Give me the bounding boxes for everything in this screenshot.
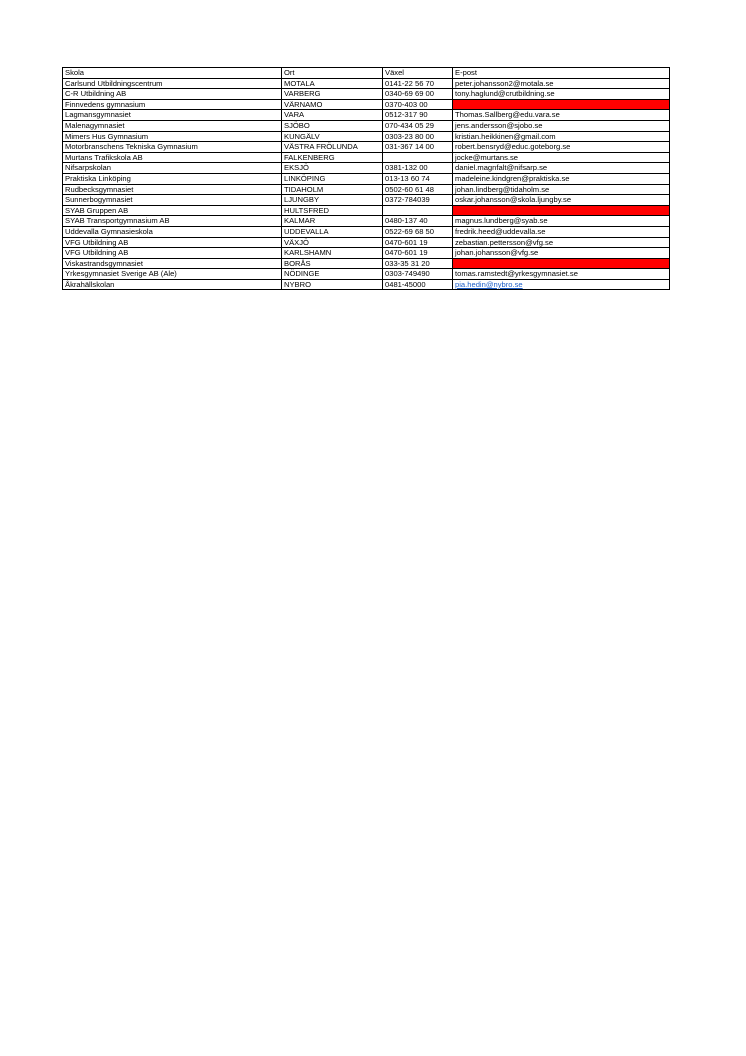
cell-epost-missing [453,99,670,110]
cell-epost: robert.bensryd@educ.goteborg.se [453,142,670,153]
cell-ort: LJUNGBY [282,195,383,206]
header-ort: Ort [282,68,383,79]
cell-epost: fredrik.heed@uddevalla.se [453,226,670,237]
cell-epost: daniel.magnfalt@nifsarp.se [453,163,670,174]
cell-vaxel: 0481-45000 [383,279,453,290]
cell-ort: VÄRNAMO [282,99,383,110]
cell-epost: magnus.lundberg@syab.se [453,216,670,227]
cell-ort: TIDAHOLM [282,184,383,195]
cell-epost: oskar.johansson@skola.ljungby.se [453,195,670,206]
cell-skola: Finnvedens gymnasium [63,99,282,110]
table-row [63,142,670,153]
table-row [63,131,670,142]
cell-vaxel: 0480-137 40 [383,216,453,227]
cell-skola: Viskastrandsgymnasiet [63,258,282,269]
table-row [63,279,670,290]
cell-vaxel: 031-367 14 00 [383,142,453,153]
cell-vaxel: 0141-22 56 70 [383,78,453,89]
cell-vaxel: 0370-403 00 [383,99,453,110]
cell-ort: VÄXJÖ [282,237,383,248]
cell-skola: Nifsarpskolan [63,163,282,174]
table-row [63,248,670,259]
cell-epost: Thomas.Sallberg@edu.vara.se [453,110,670,121]
cell-vaxel [383,205,453,216]
cell-skola: VFG Utbildning AB [63,237,282,248]
cell-ort: VARA [282,110,383,121]
cell-ort: EKSJÖ [282,163,383,174]
cell-ort: NÖDINGE [282,269,383,280]
table-row [63,184,670,195]
table-row [63,216,670,227]
cell-skola: Praktiska Linköping [63,173,282,184]
cell-vaxel: 0340-69 69 00 [383,89,453,100]
cell-skola: Lagmansgymnasiet [63,110,282,121]
cell-epost-missing [453,258,670,269]
cell-ort: HULTSFRED [282,205,383,216]
cell-epost: tony.haglund@crutbildning.se [453,89,670,100]
cell-epost: johan.johansson@vfg.se [453,248,670,259]
cell-skola: SYAB Transportgymnasium AB [63,216,282,227]
cell-epost: johan.lindberg@tidaholm.se [453,184,670,195]
table-row [63,205,670,216]
header-row [63,68,670,79]
header-vaxel: Växel [383,68,453,79]
cell-ort: LINKÖPING [282,173,383,184]
cell-epost-link[interactable]: pia.hedin@nybro.se [453,279,670,290]
table-row [63,163,670,174]
cell-skola: Carlsund Utbildningscentrum [63,78,282,89]
cell-skola: VFG Utbildning AB [63,248,282,259]
table-row [63,226,670,237]
cell-skola: C-R Utbildning AB [63,89,282,100]
table-row [63,237,670,248]
header-skola: Skola [63,68,282,79]
cell-vaxel: 0303-23 80 00 [383,131,453,142]
cell-vaxel: 0470-601 19 [383,237,453,248]
header-epost: E-post [453,68,670,79]
table-row [63,99,670,110]
table-row [63,120,670,131]
cell-ort: BORÅS [282,258,383,269]
cell-skola: Åkrahällskolan [63,279,282,290]
table-row [63,78,670,89]
cell-vaxel: 0512-317 90 [383,110,453,121]
cell-epost: tomas.ramstedt@yrkesgymnasiet.se [453,269,670,280]
cell-epost: jocke@murtans.se [453,152,670,163]
cell-skola: Sunnerbogymnasiet [63,195,282,206]
cell-skola: SYAB Gruppen AB [63,205,282,216]
table-row [63,152,670,163]
table-row [63,195,670,206]
table-row [63,173,670,184]
cell-ort: KARLSHAMN [282,248,383,259]
cell-ort: MOTALA [282,78,383,89]
cell-epost-missing [453,205,670,216]
table-row [63,110,670,121]
cell-skola: Uddevalla Gymnasieskola [63,226,282,237]
table-row [63,89,670,100]
cell-ort: UDDEVALLA [282,226,383,237]
cell-ort: VÄSTRA FRÖLUNDA [282,142,383,153]
cell-vaxel: 070-434 05 29 [383,120,453,131]
cell-vaxel: 013-13 60 74 [383,173,453,184]
cell-ort: SJÖBO [282,120,383,131]
table-row [63,258,670,269]
cell-skola: Yrkesgymnasiet Sverige AB (Ale) [63,269,282,280]
cell-vaxel: 0381-132 00 [383,163,453,174]
cell-skola: Mimers Hus Gymnasium [63,131,282,142]
cell-epost: jens.andersson@sjobo.se [453,120,670,131]
cell-skola: Rudbecksgymnasiet [63,184,282,195]
cell-vaxel: 0303-749490 [383,269,453,280]
cell-epost: madeleine.kindgren@praktiska.se [453,173,670,184]
cell-ort: FALKENBERG [282,152,383,163]
cell-vaxel [383,152,453,163]
table-row [63,269,670,280]
cell-vaxel: 0372-784039 [383,195,453,206]
cell-ort: KALMAR [282,216,383,227]
cell-skola: Murtans Trafikskola AB [63,152,282,163]
cell-skola: Malenagymnasiet [63,120,282,131]
school-contact-table [62,67,670,290]
cell-vaxel: 0502-60 61 48 [383,184,453,195]
cell-vaxel: 033-35 31 20 [383,258,453,269]
cell-skola: Motorbranschens Tekniska Gymnasium [63,142,282,153]
cell-ort: NYBRO [282,279,383,290]
cell-vaxel: 0522-69 68 50 [383,226,453,237]
cell-ort: VARBERG [282,89,383,100]
cell-epost: kristian.heikkinen@gmail.com [453,131,670,142]
cell-ort: KUNGÄLV [282,131,383,142]
cell-vaxel: 0470-601 19 [383,248,453,259]
cell-epost: zebastian.pettersson@vfg.se [453,237,670,248]
cell-epost: peter.johansson2@motala.se [453,78,670,89]
